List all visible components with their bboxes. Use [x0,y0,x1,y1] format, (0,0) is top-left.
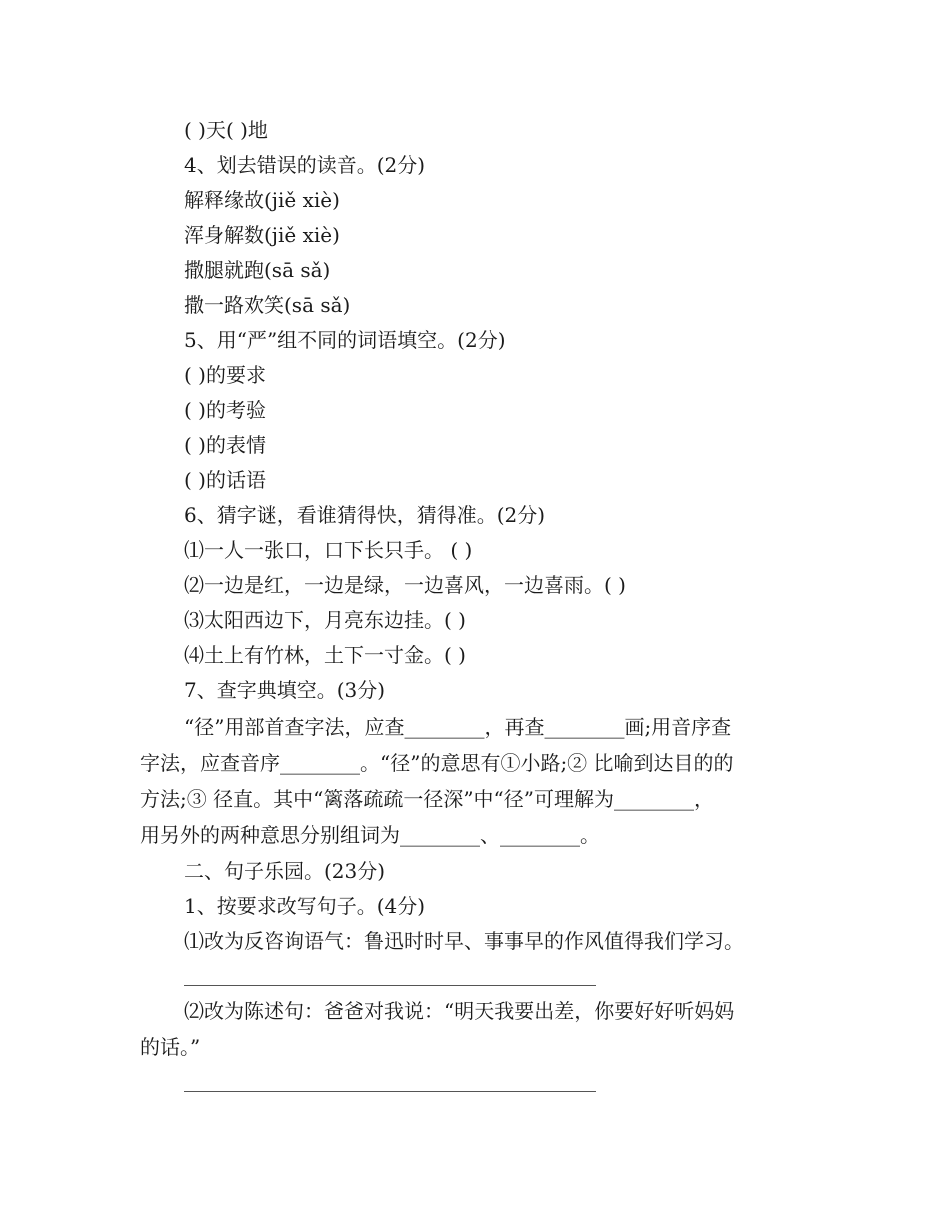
pronunciation-item-1: 解释缘故(jiě xiè) [184,188,340,212]
dictionary-paragraph-line-2: 字法，应查音序________。“径”的意思有①小路;② 比喻到达目的的 [140,751,734,775]
question-6-title: 6、猜字谜，看谁猜得快，猜得准。(2分) [184,503,546,527]
riddle-2: ⑵一边是红，一边是绿，一边喜风，一边喜雨。( ) [184,573,626,597]
dictionary-paragraph-line-4: 用另外的两种意思分别组词为________、________。 [140,823,600,847]
yan-blank-1: ( )的要求 [184,363,266,387]
dictionary-paragraph-line-3: 方法;③ 径直。其中“篱落疏疏一径深”中“径”可理解为________， [140,787,714,811]
riddle-4: ⑷土上有竹林，土下一寸金。( ) [184,643,466,667]
answer-line-2 [184,1091,596,1092]
dictionary-paragraph-line-1: “径”用部首查字法，应查________，再查________画;用音序查 [184,715,732,739]
fill-blank-tian-di: ( )天( )地 [184,118,268,142]
question-4-title: 4、划去错误的读音。(2分) [184,153,426,177]
rewrite-item-1: ⑴改为反咨询语气：鲁迅时时早、事事早的作风值得我们学习。 [184,929,744,953]
riddle-1: ⑴一人一张口，口下长只手。 ( ) [184,538,473,562]
pronunciation-item-2: 浑身解数(jiě xiè) [184,223,340,247]
rewrite-item-2-line-2: 的话。” [140,1035,201,1059]
answer-line-1 [184,985,596,986]
yan-blank-2: ( )的考验 [184,398,266,422]
question-7-title: 7、查字典填空。(3分) [184,678,386,702]
rewrite-item-2-line-1: ⑵改为陈述句：爸爸对我说：“明天我要出差，你要好好听妈妈 [184,999,735,1023]
yan-blank-4: ( )的话语 [184,468,266,492]
pronunciation-item-4: 撒一路欢笑(sā sǎ) [184,293,351,317]
rewrite-question-title: 1、按要求改写句子。(4分) [184,894,426,918]
section-2-heading: 二、句子乐园。(23分) [184,859,386,883]
question-5-title: 5、用“严”组不同的词语填空。(2分) [184,328,506,352]
yan-blank-3: ( )的表情 [184,433,266,457]
riddle-3: ⑶太阳西边下，月亮东边挂。( ) [184,608,466,632]
pronunciation-item-3: 撒腿就跑(sā sǎ) [184,258,331,282]
